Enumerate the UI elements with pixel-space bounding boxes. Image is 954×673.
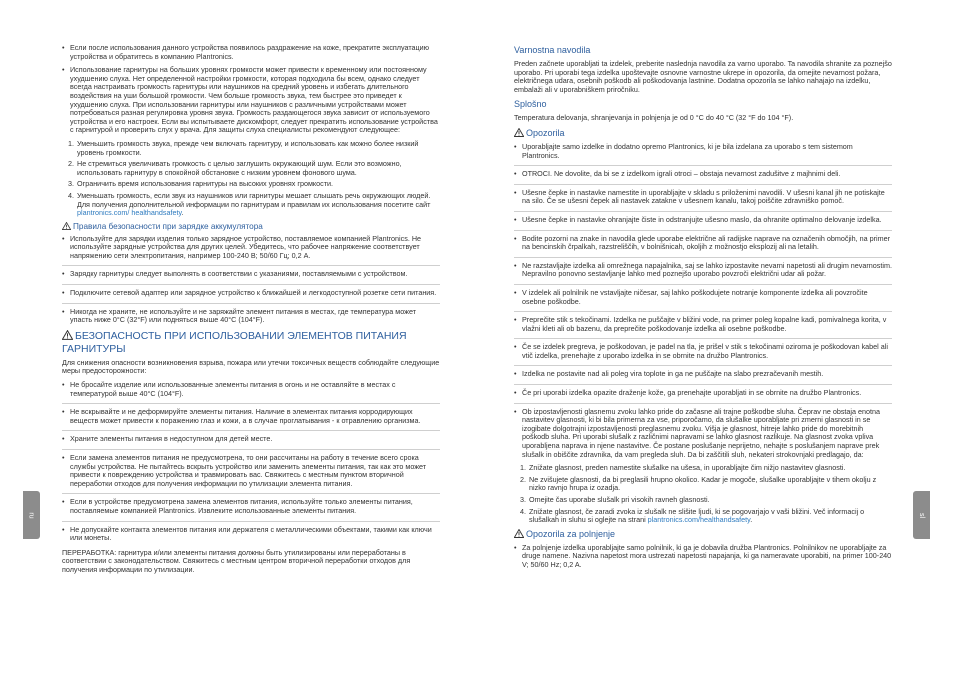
list-item: • Če se izdelek pregreva, je poškodovan, je padel na tla, je prišel v stik s tekočinami oziroma je poškodovan kabel ali vtič izdelka, prenehajte z uporabo izdelka in se obrnite na družbo Plantronics. (514, 343, 892, 360)
battery-heading: БЕЗОПАСНОСТЬ ПРИ ИСПОЛЬЗОВАНИИ ЭЛЕМЕНТОВ ПИТАНИЯ ГАРНИТУРЫ (62, 329, 407, 355)
divider (514, 284, 892, 285)
left-column (62, 44, 440, 580)
list-item: • Если замена элементов питания не предусмотрена, то они рассчитаны на работу в течение всего срока службы устройства. Не пытайтесь вскрыть устройство или заменить элементы питания, так как это может привести к повреждению устройства и травмировать вас. Свяжитесь с местным пунктом вторичной переработки отходов для получения информации по утилизации элемента питания. (62, 454, 440, 488)
list-item: • Подключите сетевой адаптер или зарядное устройство к ближайшей и легкодоступной розетке сети питания. (62, 289, 440, 298)
right-column (514, 45, 892, 575)
recycling-note: ПЕРЕРАБОТКА: гарнитура и/или элементы питания должны быть утилизированы или переработаны в соответствии с законодательством. Свяжитесь с местным центром вторичной переработки отходов для получения информации по утилизации. (62, 547, 411, 574)
healthandsafety-link[interactable]: plantronics.com/healthandsafety (647, 515, 751, 525)
general-heading: Splošno (514, 99, 547, 110)
warning-icon (514, 128, 524, 137)
divider (62, 403, 440, 404)
divider (62, 493, 440, 494)
list-item: • Če pri uporabi izdelka opazite draženje kože, ga prenehajte uporabljati in se obrnite na družbo Plantronics. (514, 389, 892, 398)
list-item: 3. Ограничить время использования гарнитуры на высоких уровнях громкости. (68, 179, 334, 189)
list-item: 1. Znižate glasnost, preden namestite slušalke na ušesa, in uporabljajte čim nižjo nastavitev glasnosti. (520, 463, 846, 473)
list-item: • Ne razstavljajte izdelka ali omrežnega napajalnika, saj se lahko izpostavite nevarni napetosti ali drugim nevarnostim. Nepravilno ponovno sestavljanje lahko med poznejšo uporabo povzroči električni udar ali požar. (514, 262, 892, 279)
warnings-heading: Opozorila (514, 128, 892, 139)
divider (62, 449, 440, 450)
list-item: • Если после использования данного устройства появилось раздражение на коже, прекратите эксплуатацию устройства и обратитесь в компанию Plantronics. (62, 44, 440, 61)
battery-intro: Для снижения опасности возникновения взрыва, пожара или утечки токсичных веществ соблюдайте следующие меры предосторожности: (62, 357, 440, 376)
list-item: • Не вскрывайте и не деформируйте элементы питания. Наличие в элементах питания корродирующих веществ может привести к поражению глаз и кожи, а в случае проглатывания - к отравлению организма. (62, 408, 440, 425)
divider (514, 365, 892, 366)
page-title: Varnostna navodila (514, 45, 591, 55)
intro-paragraph: Preden začnete uporabljati ta izdelek, preberite naslednja navodila za varno uporabo. Ta navodila shranite za poznejšo uporabo. Pri uporabi tega izdelka upoštevajte osnovne varnostne ukrepe in opozorila, da omejite nevarnost požara, električnega udara, osebnih poškodb ali poškodovanja lastnine. Dodatna opozorila se lahko nahajajo na izdelku, embalaži ali v uporabniškem priročniku. (514, 59, 892, 94)
charging-warnings-heading: Opozorila za polnjenje (514, 529, 892, 540)
language-tab-sl: sl (913, 491, 930, 539)
list-item: 2. Не стремиться увеличивать громкость с целью заглушить окружающий шум. Если это возможно, использовать гарнитуру в спокойной обстановке с низким уровнем фонового шума. (68, 159, 402, 177)
list-item: • Ušesne čepke in nastavke namestite in uporabljajte v skladu s priloženimi navodili. V ušesni kanal jih ne potiskajte na silo. Če se ušesni čepek ali nastavek zatakne v ušesnem kanalu, takoj poiščite zdravniško pomoč. (514, 189, 892, 206)
language-tab-ru: ru (23, 491, 40, 539)
list-item: 2. Ne zvišujete glasnosti, da bi preglasili hrupno okolico. Kadar je mogoče, slušalke uporabljajte v tihem okolju z nizko ravnjo hrupa iz ozadja. (520, 474, 877, 493)
divider (514, 184, 892, 185)
divider (514, 338, 892, 339)
list-item: • Никогда не храните, не используйте и не заряжайте элемент питания в местах, где температура может упасть ниже 0°C (32°F) или подняться выше 40°C (104°F). (62, 308, 440, 325)
divider (514, 211, 892, 212)
list-item: • Не бросайте изделие или использованные элементы питания в огонь и не оставляйте в местах с температурой выше 40°C (104°F). (62, 381, 440, 398)
divider (514, 257, 892, 258)
list-item: 3. Omejite čas uporabe slušalk pri visokih ravneh glasnosti. (520, 495, 710, 504)
warning-icon (62, 330, 73, 340)
list-item: 4. Znižate glasnost, če zaradi zvoka iz slušalk ne slišite ljudi, ki se pogovarjajo v vaši bližini. Več informacij o slušalkah in sluhu si oglejte na strani plantronics.com/healthandsafety. (520, 506, 865, 525)
charging-heading: Правила безопасности при зарядке аккумулятора (62, 222, 440, 232)
list-item: • Uporabljajte samo izdelke in dodatno opremo Plantronics, ki je bila izdelana za uporabo s tem sistemom Plantronics. (514, 143, 892, 160)
warning-icon (62, 222, 71, 230)
list-item: • Preprečite stik s tekočinami. Izdelka ne puščajte v bližini vode, na primer poleg kopalne kadi, pomivalnega korita, v vlažni kleti ali ob bazenu, da preprečite poškodovanje izdelka ali osebne poškodbe. (514, 316, 892, 333)
healthandsafety-link[interactable]: plantronics.com/ healthandsafety (77, 208, 182, 218)
divider (62, 430, 440, 431)
list-item: • Za polnjenje izdelka uporabljajte samo polnilnik, ki ga je dobavila družba Plantronics. Polnilnikov ne uporabljajte za druge namene. Nazivna napetost mora ustrezati napetosti napajanja, ki ga nameravate uporabiti, na primer 100-240 V; 50/60 Hz; 0,2 A. (514, 544, 892, 570)
divider (514, 384, 892, 385)
divider (62, 303, 440, 304)
list-item: • Храните элементы питания в недоступном для детей месте. (62, 435, 440, 444)
general-text: Temperatura delovanja, shranjevanja in polnjenja je od 0 °C do 40 °C (32 °F do 104 °F). (514, 113, 794, 123)
list-item: • Izdelka ne postavite nad ali poleg vira toplote in ga ne puščajte na slabo prezračevanih mestih. (514, 370, 892, 379)
list-item: • Не допускайте контакта элементов питания или держателя с металлическими объектами, такими как ключи или монеты. (62, 526, 440, 543)
list-item: • Использование гарнитуры на больших уровнях громкости может привести к временному или постоянному ухудшению слуха. Нет определенной настройки громкости, которая подходила бы всем, однако следует всегда настраивать громкость гарнитуры или наушников на средний уровень и избегать длительного воздействия на уши большой громкости. Чем больше громкость звука, тем быстрее это приведет к ухудшению слуха. При использовании гарнитуры или наушников с различными устройствами может потребоваться разная регулировка уровня звука. Громкость раздающегося звука зависит от используемого устройства и его настроек. Если вы испытываете дискомфорт, следует прекратить использование устройства с гарнитурой и проверить слух у врача. Для защиты слуха специалисты рекомендуют следующее: (62, 66, 440, 135)
divider (514, 403, 892, 404)
divider (514, 165, 892, 166)
warning-icon (514, 529, 524, 538)
list-item: • Зарядку гарнитуры следует выполнять в соответствии с указаниями, поставляемыми с устройством. (62, 270, 440, 279)
divider (62, 284, 440, 285)
divider (62, 521, 440, 522)
list-item: • OTROCI. Ne dovolite, da bi se z izdelkom igrali otroci – obstaja nevarnost zadušitve z majhnimi deli. (514, 170, 892, 179)
divider (514, 230, 892, 231)
list-item: • V izdelek ali polnilnik ne vstavljajte ničesar, saj lahko poškodujete notranje komponente izdelka ali povzročite osebne poškodbe. (514, 289, 892, 306)
list-item: • Если в устройстве предусмотрена замена элементов питания, используйте только элементы питания, поставляемые компанией Plantronics. Извлеките использованные элементы питания. (62, 498, 440, 515)
divider (62, 265, 440, 266)
divider (514, 311, 892, 312)
list-item: • Ob izpostavljenosti glasnemu zvoku lahko pride do začasne ali trajne poškodbe sluha. Čeprav ne obstaja enotna nastavitev glasnosti, ki bi bila primerna za vse, priporočamo, da slušalke uporabljate pri zmerni glasnosti in se izogibate dolgotrajni izpostavljenosti preglasnemu zvoku. Višja je glasnost, hitreje lahko pride do morebitnih poškodb sluha. Pri uporabi slušalk z različnimi napravami se lahko glasnost razlikuje. Na glasnost zvoka vpliva uporabljena naprava in njene nastavitve. Če postane poslušanje neprijetno, nehajte s poslušanjem naprave prek slušalk in obiščite zdravnika, da vam pregleda sluh. Da bi zaščitili sluh, nekateri strokovnjaki predlagajo, da: (514, 408, 892, 460)
list-item: 1. Уменьшить громкость звука, прежде чем включать гарнитуру, и использовать как можно более низкий уровень громкости. (68, 138, 419, 157)
list-item: • Используйте для зарядки изделия только зарядное устройство, поставляемое компанией Plantronics. Не используйте зарядные устройства для других целей. Убедитесь, что рабочее напряжение соответствует напряжению сети электропитания, например 100-240 В; 50/60 Гц; 0,2 А. (62, 235, 440, 261)
list-item: • Bodite pozorni na znake in navodila glede uporabe električne ali radijske naprave na označenih območjih, na primer na bencinskih črpalkah, razstreliščih, v bolnišnicah, okoljih z možnostjo eksplozij ali na letalih. (514, 235, 892, 252)
list-item: 4. Уменьшать громкость, если звук из наушников или гарнитуры мешает слышать речь окружающих людей. Для получения дополнительной информации по гарнитурам и правилам их использования посетите сайт plantronics.com/ healthandsafety. (68, 190, 431, 218)
list-item: • Ušesne čepke in nastavke ohranjajte čiste in odstranjujte ušesno maslo, da ohranite optimalno delovanje izdelka. (514, 216, 892, 225)
